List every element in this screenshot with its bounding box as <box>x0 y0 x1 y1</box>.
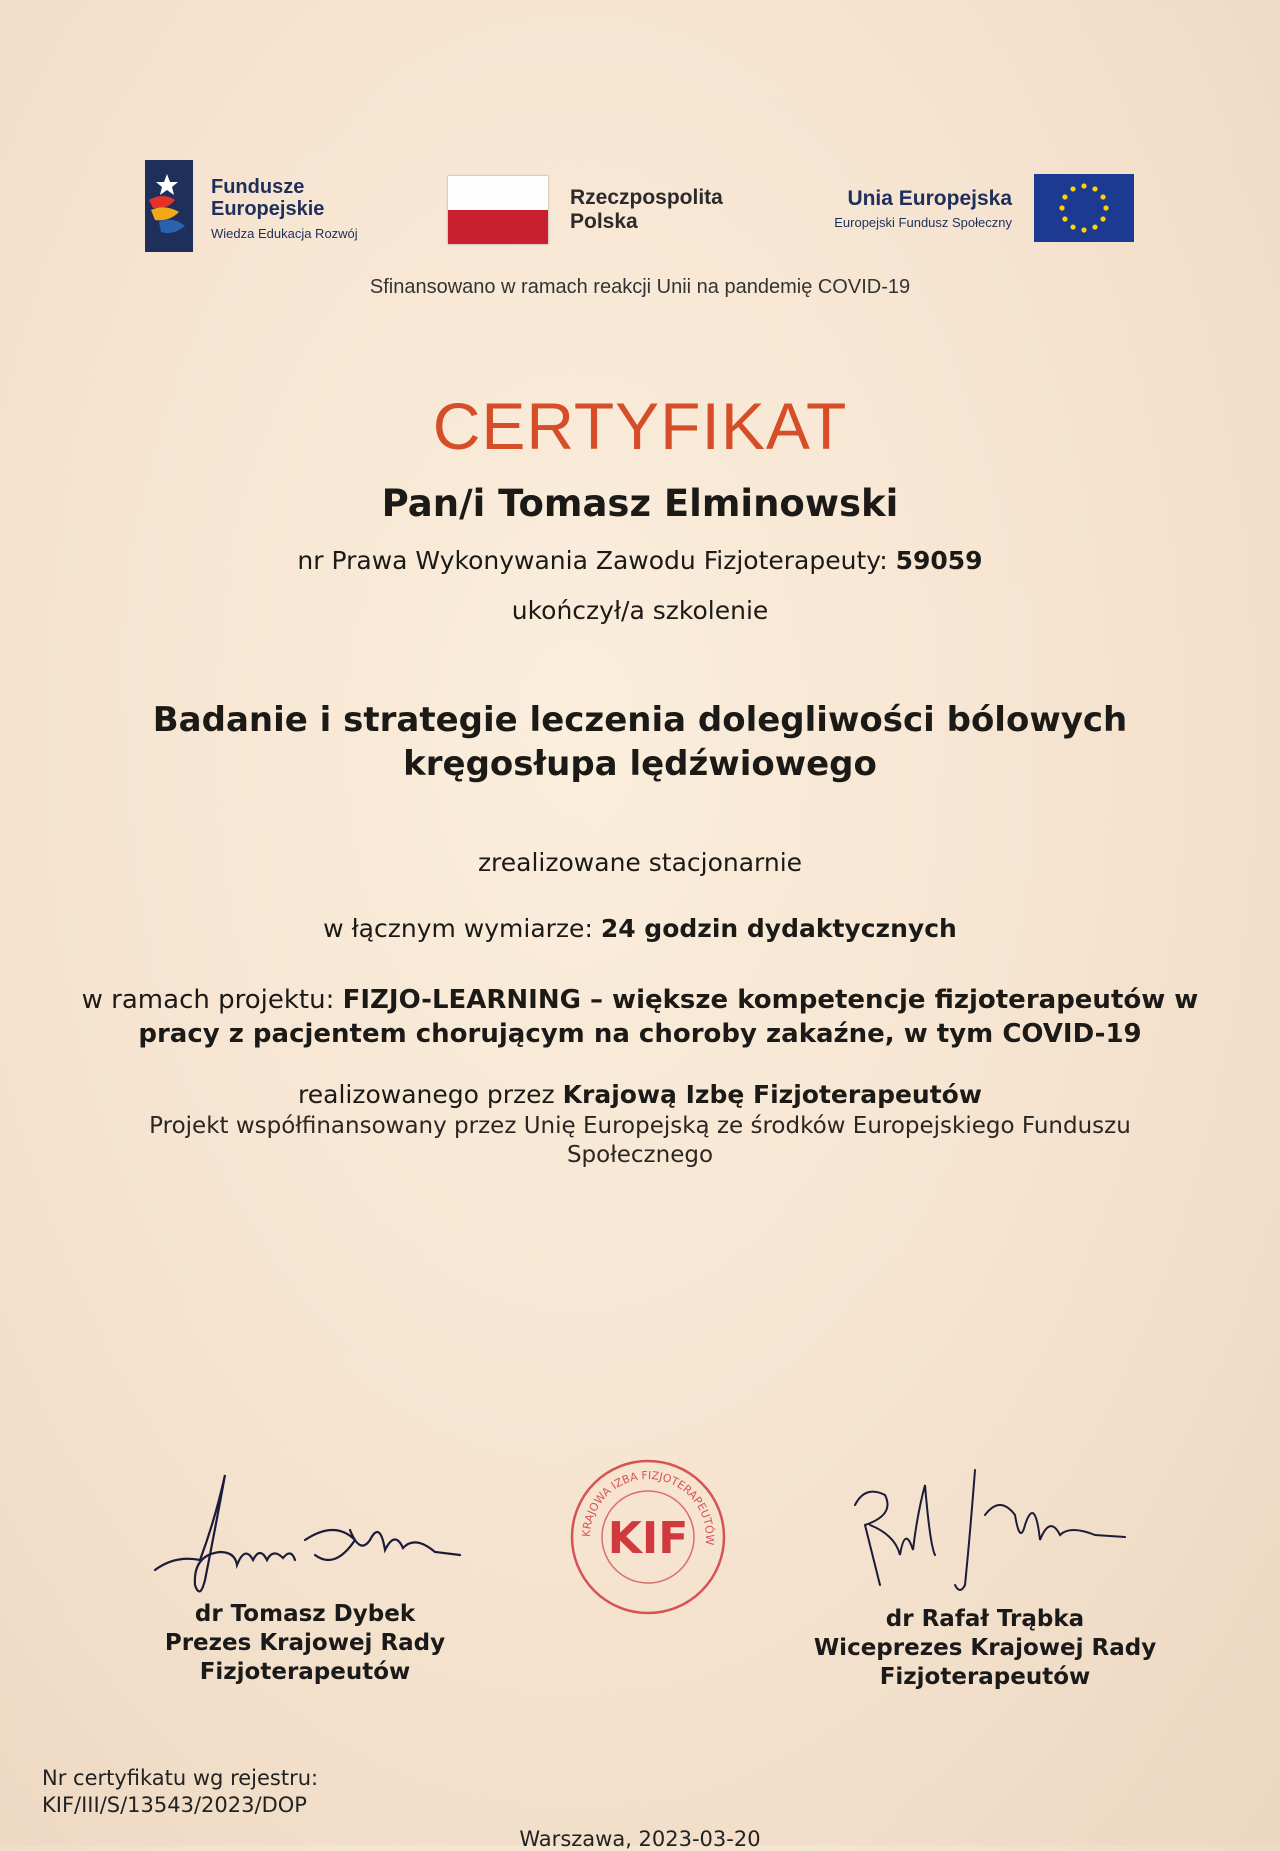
eu-star-icon <box>1081 183 1086 188</box>
rzeczpospolita-polska-logo <box>448 176 723 244</box>
signatory-vicepresident-role1: Wiceprezes Krajowej Rady <box>813 1635 1157 1661</box>
course-title-line2: kręgosłupa lędźwiowego <box>403 744 877 784</box>
rp-line2: Polska <box>570 210 638 233</box>
rp-line1: Rzeczpospolita <box>570 186 723 209</box>
recipient-name: Pan/i Tomasz Elminowski <box>381 482 899 525</box>
polish-flag-icon <box>448 176 548 244</box>
fe-line3: Wiedza Edukacja Rozwój <box>211 226 358 241</box>
course-title-line1: Badanie i strategie leczenia dolegliwości bólowych <box>152 700 1128 740</box>
fundusze-europejskie-logo <box>145 160 358 252</box>
fe-line1: Fundusze <box>211 176 305 198</box>
certificate-title: CERTYFIKAT <box>432 389 848 463</box>
organizer-name: Krajową Izbę Fizjoterapeutów <box>562 1080 982 1109</box>
signature-vicepresident-image <box>825 1455 1145 1605</box>
hours-value: 24 godzin dydaktycznych <box>600 914 957 943</box>
eu-star-icon <box>1062 216 1067 221</box>
license-number: 59059 <box>895 546 983 575</box>
signatory-president-role2: Fizjoterapeutów <box>199 1659 411 1685</box>
signatory-vicepresident <box>800 1455 1170 1692</box>
stamp-ring-text: KRAJOWA IZBA FIZJOTERAPEUTÓW <box>579 1468 717 1546</box>
eu-star-icon <box>1070 186 1075 191</box>
training-mode: zrealizowane stacjonarnie <box>477 848 803 877</box>
license-label: nr Prawa Wykonywania Zawodu Fizjoterapeuty: <box>297 546 896 575</box>
project-name: FIZJO-LEARNING – większe kompetencje fizjoterapeutów w pracy z pacjentem chorującym na choroby zakaźne, w tym COVID-19 <box>138 985 1199 1049</box>
license-line <box>0 546 1280 575</box>
kif-stamp <box>568 1457 728 1617</box>
signatory-president-role1: Prezes Krajowej Rady <box>164 1630 446 1656</box>
eu-star-icon <box>1103 205 1108 210</box>
fe-line2: Europejskie <box>211 198 325 220</box>
eu-flag-icon <box>1034 174 1134 242</box>
eu-star-icon <box>1070 224 1075 229</box>
eu-star-icon <box>1062 194 1067 199</box>
signatory-president <box>140 1460 470 1687</box>
completed-text: ukończył/a szkolenie <box>511 596 769 625</box>
stamp-kif-mark: KIF <box>607 1513 689 1564</box>
eu-star-icon <box>1100 216 1105 221</box>
registry-info <box>42 1765 318 1819</box>
signatory-vicepresident-role2: Fizjoterapeutów <box>879 1664 1091 1690</box>
hours-label: w łącznym wymiarze: <box>323 914 601 943</box>
eu-star-icon <box>1059 205 1064 210</box>
registry-label: Nr certyfikatu wg rejestru: <box>42 1766 319 1790</box>
signatory-president-name: dr Tomasz Dybek <box>194 1601 416 1627</box>
cofinancing-note: Projekt współfinansowany przez Unię Europejską ze środków Europejskiego Funduszu Społecznego <box>149 1113 1131 1168</box>
ue-line2: Europejski Fundusz Społeczny <box>834 214 1012 230</box>
fundusze-europejskie-mark-icon <box>145 160 193 252</box>
eu-star-icon <box>1092 224 1097 229</box>
signatory-vicepresident-name: dr Rafał Trąbka <box>885 1606 1085 1632</box>
funding-note: Sfinansowano w ramach reakcji Unii na pandemię COVID-19 <box>369 276 911 298</box>
project-line <box>0 983 1280 1051</box>
ue-line1: Unia Europejska <box>847 186 1012 210</box>
course-title <box>0 698 1280 786</box>
organizer-line <box>0 1080 1280 1109</box>
project-label: w ramach projektu: <box>81 985 343 1015</box>
hours-line <box>0 914 1280 943</box>
organizer-label: realizowanego przez <box>298 1080 563 1109</box>
registry-number: KIF/III/S/13543/2023/DOP <box>42 1793 307 1817</box>
eu-star-icon <box>1081 227 1086 232</box>
eu-star-icon <box>1092 186 1097 191</box>
unia-europejska-logo <box>834 174 1134 242</box>
signature-president-image <box>145 1460 465 1600</box>
place-date: Warszawa, 2023-03-20 <box>519 1827 761 1851</box>
eu-star-icon <box>1100 194 1105 199</box>
